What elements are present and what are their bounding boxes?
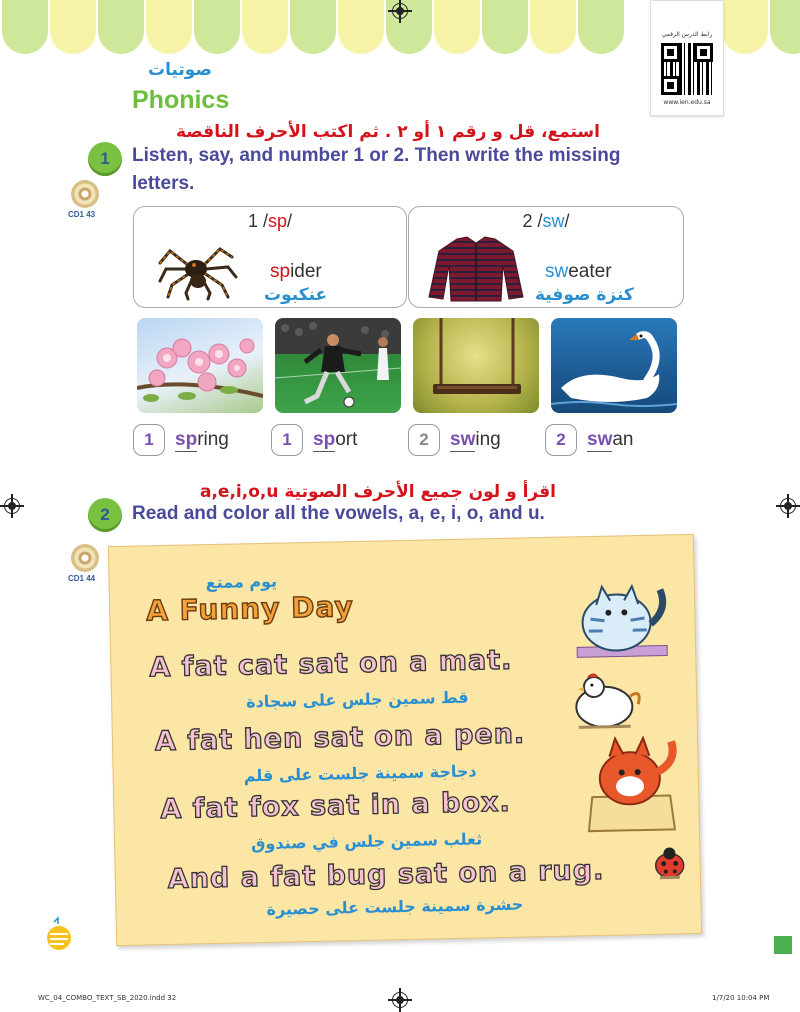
registration-mark-icon <box>392 3 408 19</box>
cd-track-43[interactable] <box>68 180 102 219</box>
answer-number-box[interactable]: 2 <box>408 424 440 456</box>
scallop <box>722 0 768 54</box>
poem-line-2: A fat hen sat on a pen. <box>154 718 526 758</box>
phonics-card-sp <box>133 206 407 308</box>
answer-fill[interactable]: sw <box>587 428 613 450</box>
page-corner-marker <box>774 936 792 954</box>
answer-rest: ort <box>335 429 358 450</box>
section-title-arabic: صوتيات <box>148 60 212 80</box>
exercise1-number: 1 <box>88 142 122 176</box>
exercise2-instruction-arabic: اقرأ و لون جميع الأحرف الصوتية a,e,i,o,u <box>200 482 556 502</box>
answer-rest: an <box>612 429 634 450</box>
answer-fill[interactable]: sw <box>450 428 476 450</box>
spring-flowers-photo <box>137 318 263 413</box>
card-title: 1 /sp/ <box>247 211 293 231</box>
scallop <box>530 0 576 54</box>
poem-line-1-arabic: قط سمين جلس على سجادة <box>245 687 469 712</box>
answer-sport <box>271 424 357 458</box>
cd-label: CD1 43 <box>68 210 96 219</box>
swing-photo <box>413 318 539 413</box>
qr-code-icon[interactable] <box>661 43 713 95</box>
exercise2-instruction: Read and color all the vowels, a, e, i, o, and u. <box>132 503 545 524</box>
scallop <box>50 0 96 54</box>
scallop <box>290 0 336 54</box>
answer-number-box[interactable]: 1 <box>271 424 303 456</box>
cd-track-44[interactable] <box>68 544 102 583</box>
scallop <box>98 0 144 54</box>
answer-rest: ing <box>475 429 501 450</box>
exercise2-number: 2 <box>88 498 122 532</box>
answer-swan <box>545 424 634 458</box>
exercise1-instruction-arabic: استمع، قل و رقم ١ أو ٢ . ثم اكتب الأحرف الناقصة <box>176 122 600 142</box>
answer-swing <box>408 424 501 458</box>
word-sweater-arabic: كنزة صوفية <box>535 285 634 305</box>
exercise1-instruction: Listen, say, and number 1 or 2. Then write the missing letters. <box>132 145 621 194</box>
publisher-logo-icon <box>44 916 74 956</box>
scallop <box>194 0 240 54</box>
scallop <box>770 0 800 54</box>
scallop <box>338 0 384 54</box>
print-date: 1/7/20 10:04 PM <box>712 994 770 1002</box>
poem-line-4-arabic: حشرة سمينة جلست على حصيرة <box>266 894 524 919</box>
poem-line-2-arabic: دجاجة سمينة جلست على قلم <box>243 761 477 786</box>
fat-fox-illustration <box>583 731 681 837</box>
registration-mark-icon <box>4 498 20 514</box>
poem-title: A Funny Day <box>145 590 355 628</box>
fat-hen-illustration <box>564 670 645 734</box>
swan-photo <box>551 318 677 413</box>
answer-rest: ring <box>197 429 229 450</box>
poem-line-3: A fat fox sat in a box. <box>160 786 511 826</box>
word-spider-arabic: عنكبوت <box>264 285 328 305</box>
poem-line-4: And a fat bug sat on a rug. <box>167 854 605 895</box>
answer-number-box[interactable]: 2 <box>545 424 577 456</box>
scallop <box>434 0 480 54</box>
poem-line-1: A fat cat sat on a mat. <box>149 644 513 684</box>
print-file-name: WC_04_COMBO_TEXT_SB_2020.indd 32 <box>38 994 177 1002</box>
spider-image <box>158 235 238 301</box>
qr-label: رابط الدرس الرقمي <box>661 31 713 38</box>
poem-title-arabic: يوم ممتع <box>205 571 278 593</box>
soccer-sport-photo <box>275 318 401 413</box>
sweater-image <box>427 235 525 303</box>
print-slug <box>0 994 800 1005</box>
poem-panel <box>108 534 702 946</box>
scallop <box>482 0 528 54</box>
answer-number-box[interactable]: 1 <box>133 424 165 456</box>
scallop <box>146 0 192 54</box>
cd-icon <box>71 180 99 208</box>
registration-mark-icon <box>780 498 796 514</box>
answer-fill[interactable]: sp <box>313 428 336 450</box>
scallop <box>2 0 48 54</box>
scallop <box>242 0 288 54</box>
cd-label: CD1 44 <box>68 574 96 583</box>
answer-fill[interactable]: sp <box>175 428 198 450</box>
phonics-card-sw <box>408 206 684 308</box>
word-sweater: sweater <box>545 261 612 282</box>
qr-url: www.ien.edu.sa <box>663 99 711 106</box>
fat-cat-illustration <box>572 569 674 663</box>
fat-bug-illustration <box>649 841 690 882</box>
scallop <box>578 0 624 54</box>
word-spider: spider <box>270 261 322 282</box>
qr-code-panel[interactable] <box>650 0 724 116</box>
cd-icon <box>71 544 99 572</box>
section-title: Phonics <box>132 86 230 114</box>
card-title: 2 /sw/ <box>522 211 570 231</box>
poem-line-3-arabic: ثعلب سمين جلس في صندوق <box>250 829 483 854</box>
answer-spring <box>133 424 229 458</box>
